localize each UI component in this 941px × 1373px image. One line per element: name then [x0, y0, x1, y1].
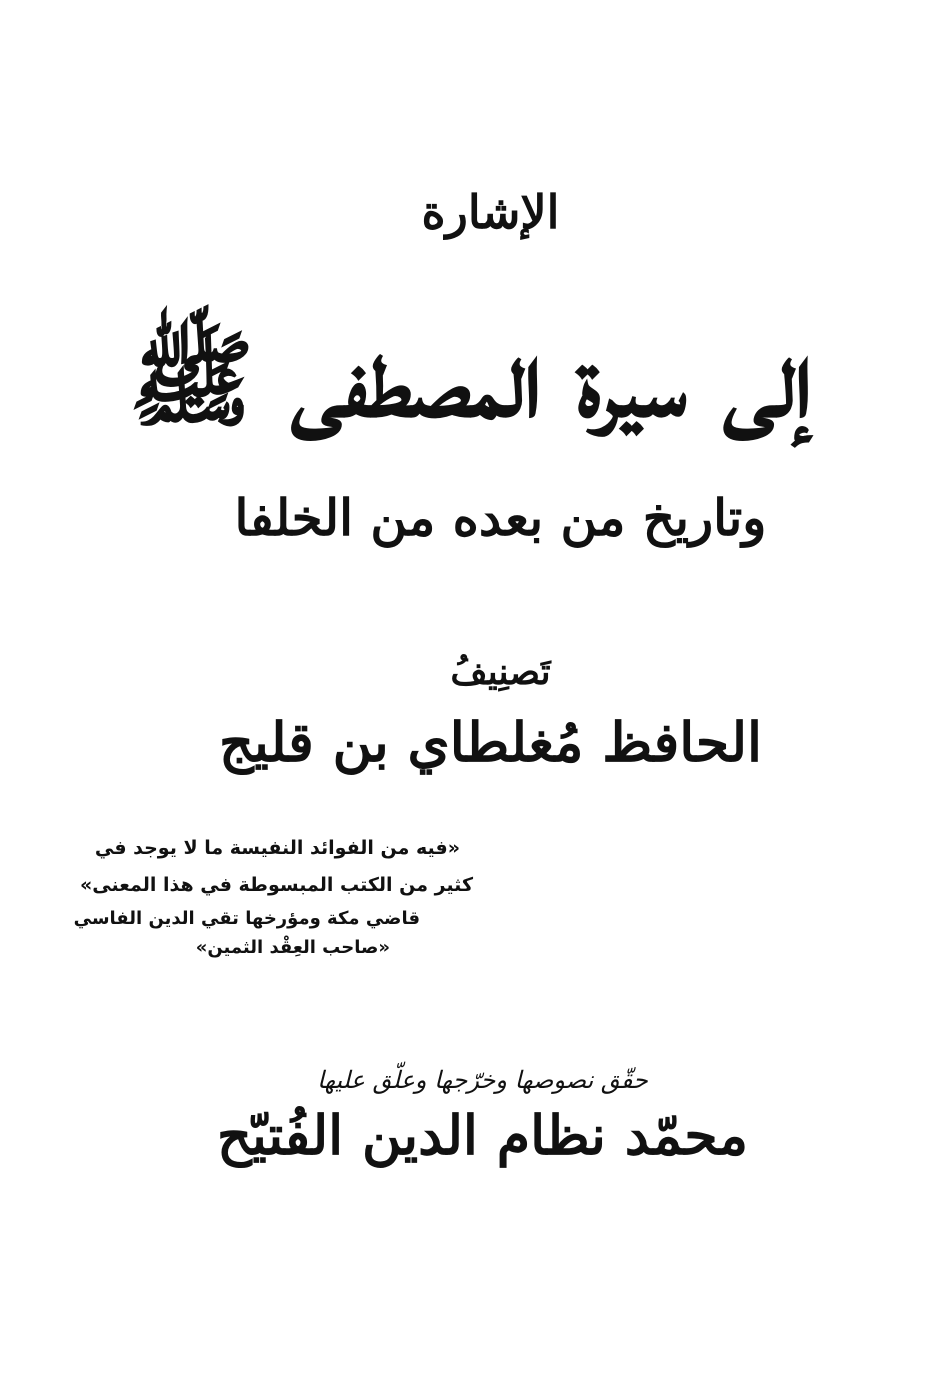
author-label: تَصنِيفُ: [450, 651, 551, 693]
author-name: الحافظ مُغلطاي بن قليج: [218, 710, 763, 774]
quote-line-2: كثير من الكتب المبسوطة في هذا المعنى»: [80, 874, 473, 896]
quote-attribution-work: «صاحب العِقْد الثمين»: [195, 937, 390, 958]
quote-line-1: «فيه من الفوائد النفيسة ما لا يوجد في: [94, 837, 460, 859]
praise-quote: [73, 835, 475, 961]
editor-credit: حقّق نصوصها وخرّجها وعلّق عليها: [317, 1066, 648, 1094]
pre-title: الإشارة: [421, 185, 560, 239]
main-title: إلى سيرة المصطفى ﷺ: [128, 318, 813, 441]
subtitle: وتاريخ من بعده من الخلفا: [234, 488, 767, 547]
editor-name: محمّد نظام الدين الفُتيّح: [216, 1103, 749, 1167]
quote-attribution: قاضي مكة ومؤرخها تقي الدين الفاسي: [73, 908, 420, 929]
